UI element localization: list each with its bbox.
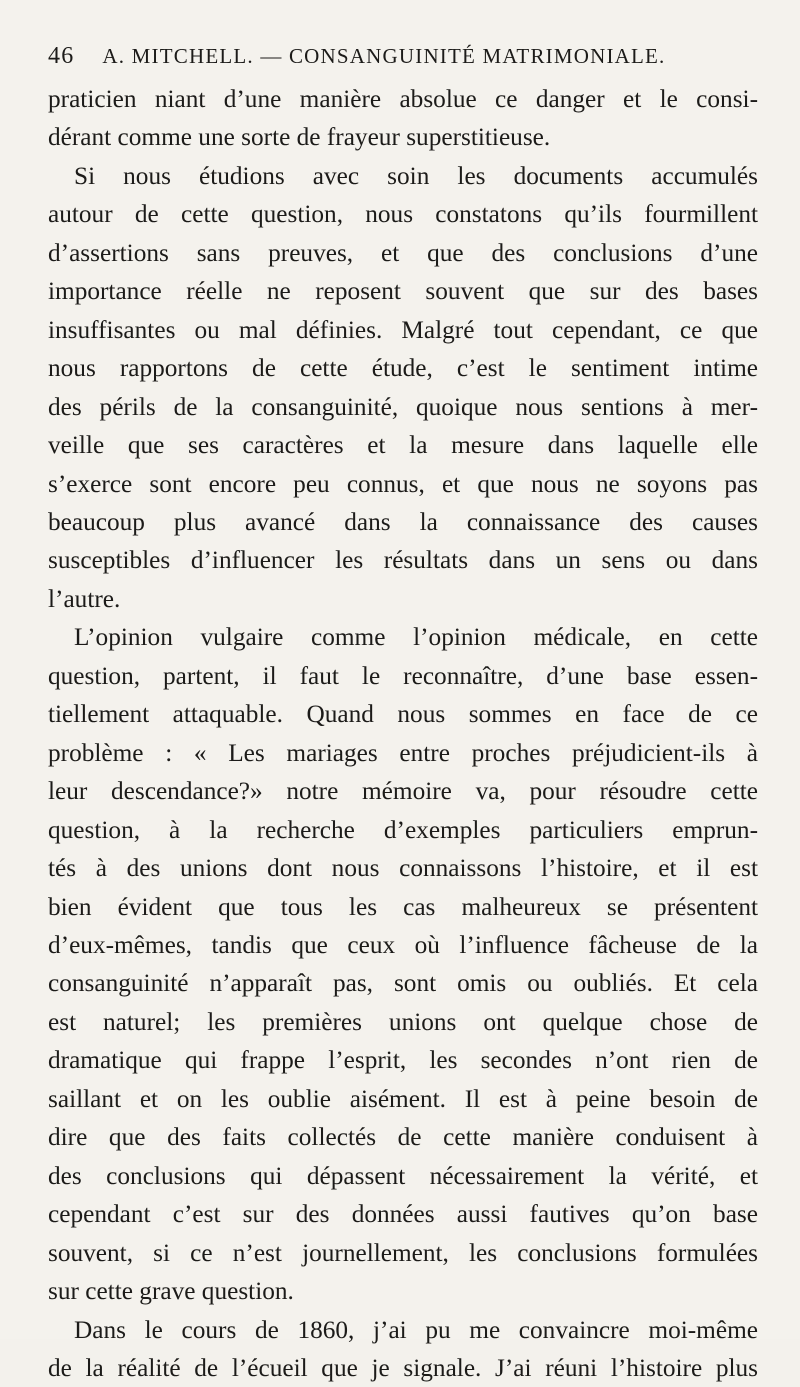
text-line: susceptibles d’influencer les résultats dans un sens ou dans: [48, 541, 758, 579]
text-line: question, partent, il faut le reconnaître, d’une base essen-: [48, 657, 758, 695]
text-line: beaucoup plus avancé dans la connaissance des causes: [48, 503, 758, 541]
text-line: s’exerce sont encore peu connus, et que nous ne soyons pas: [48, 465, 758, 503]
text-line: question, à la recherche d’exemples particuliers emprun-: [48, 811, 758, 849]
text-line: cependant c’est sur des données aussi fautives qu’on base: [48, 1195, 758, 1233]
text-line: saillant et on les oublie aisément. Il est à peine besoin de: [48, 1080, 758, 1118]
running-title: A. MITCHELL. — CONSANGUINITÉ MATRIMONIALE.: [102, 34, 665, 78]
text-line: L’opinion vulgaire comme l’opinion médicale, en cette: [48, 618, 758, 656]
text-line: tiellement attaquable. Quand nous sommes en face de ce: [48, 695, 758, 733]
paragraph: [48, 1311, 758, 1387]
body-text: [48, 80, 758, 1387]
text-line: de la réalité de l’écueil que je signale. J’ai réuni l’histoire plus: [48, 1349, 758, 1387]
paragraph: [48, 618, 758, 1310]
text-line: des conclusions qui dépassent nécessairement la vérité, et: [48, 1157, 758, 1195]
text-line: bien évident que tous les cas malheureux se présentent: [48, 888, 758, 926]
text-line: souvent, si ce n’est journellement, les conclusions formulées: [48, 1234, 758, 1272]
text-line: autour de cette question, nous constatons qu’ils fourmillent: [48, 195, 758, 233]
text-line: veille que ses caractères et la mesure dans laquelle elle: [48, 426, 758, 464]
text-line: d’assertions sans preuves, et que des conclusions d’une: [48, 234, 758, 272]
text-line: sur cette grave question.: [48, 1272, 758, 1310]
page-number: 46: [48, 34, 74, 78]
paragraph: [48, 80, 758, 157]
text-line: dérant comme une sorte de frayeur superstitieuse.: [48, 118, 758, 156]
text-line: l’autre.: [48, 580, 758, 618]
text-line: problème : « Les mariages entre proches préjudicient-ils à: [48, 734, 758, 772]
text-line: praticien niant d’une manière absolue ce danger et le consi-: [48, 80, 758, 118]
text-line: insuffisantes ou mal définies. Malgré tout cependant, ce que: [48, 311, 758, 349]
text-line: Dans le cours de 1860, j’ai pu me convaincre moi-même: [48, 1311, 758, 1349]
text-line: importance réelle ne reposent souvent que sur des bases: [48, 272, 758, 310]
text-line: d’eux-mêmes, tandis que ceux où l’influence fâcheuse de la: [48, 926, 758, 964]
text-line: tés à des unions dont nous connaissons l’histoire, et il est: [48, 849, 758, 887]
text-line: nous rapportons de cette étude, c’est le sentiment intime: [48, 349, 758, 387]
text-line: est naturel; les premières unions ont quelque chose de: [48, 1003, 758, 1041]
text-line: dramatique qui frappe l’esprit, les secondes n’ont rien de: [48, 1041, 758, 1079]
paragraph: [48, 157, 758, 618]
text-line: des périls de la consanguinité, quoique nous sentions à mer-: [48, 388, 758, 426]
text-line: leur descendance?» notre mémoire va, pour résoudre cette: [48, 772, 758, 810]
text-line: dire que des faits collectés de cette manière conduisent à: [48, 1118, 758, 1156]
text-line: consanguinité n’apparaît pas, sont omis ou oubliés. Et cela: [48, 964, 758, 1002]
running-head: [48, 34, 758, 78]
text-line: Si nous étudions avec soin les documents accumulés: [48, 157, 758, 195]
